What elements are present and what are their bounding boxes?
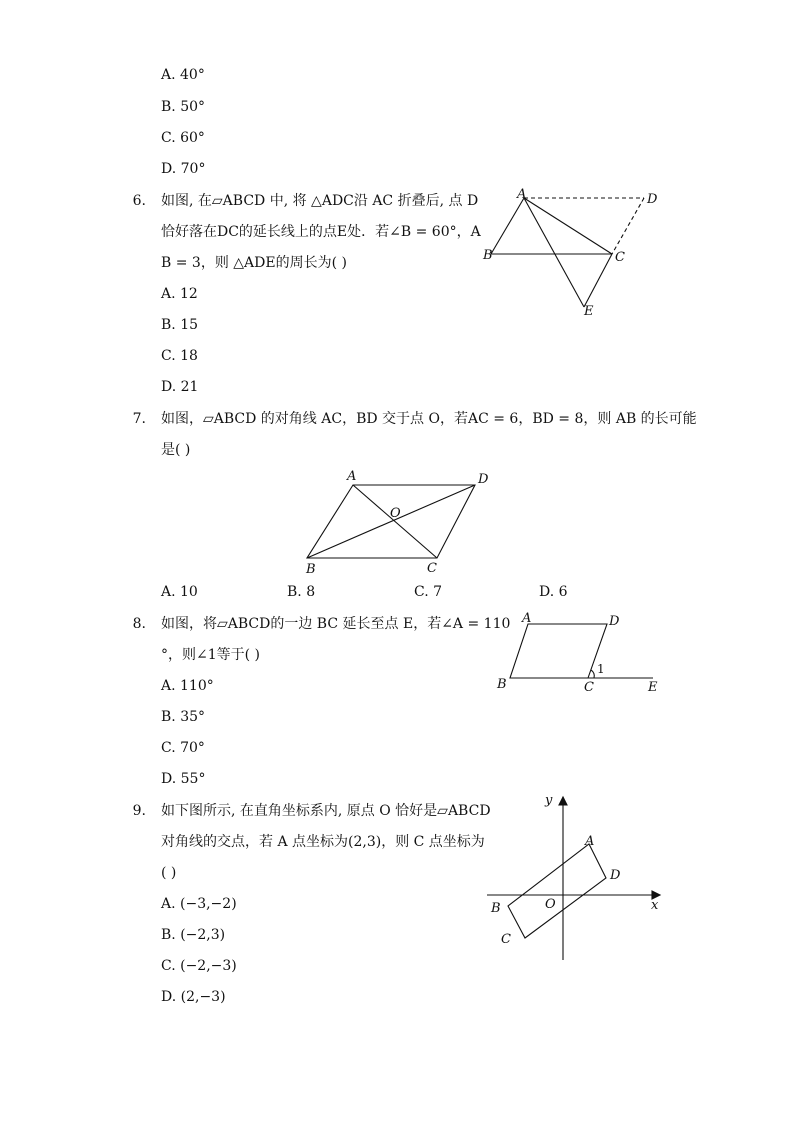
q6-option-a[interactable]: A. 12 bbox=[161, 286, 198, 302]
q9-y-axis-arrow-icon bbox=[559, 797, 567, 805]
q9-option-b[interactable]: B. (−2,3) bbox=[161, 927, 226, 943]
q8-angle-1-arc bbox=[591, 670, 594, 678]
q9-stem-line-1: 如下图所示, 在直角坐标系内, 原点 O 恰好是▱ABCD bbox=[161, 803, 491, 819]
q8-label-angle-1: 1 bbox=[597, 662, 605, 676]
q6-option-c[interactable]: C. 18 bbox=[161, 348, 198, 364]
q7-stem-line-2: 是( ) bbox=[161, 442, 191, 458]
q9-label-b: B bbox=[491, 901, 501, 916]
q8-label-c: C bbox=[584, 680, 594, 695]
q9-parallelogram bbox=[508, 844, 606, 938]
q5-option-c[interactable]: C. 60° bbox=[161, 130, 205, 146]
q9-number: 9. bbox=[132, 803, 146, 819]
q6-option-b[interactable]: B. 15 bbox=[161, 317, 199, 333]
q9-option-d[interactable]: D. (2,−3) bbox=[161, 989, 226, 1005]
q8-label-a: A bbox=[522, 611, 532, 626]
q5-option-b[interactable]: B. 50° bbox=[161, 99, 206, 115]
q8-option-b[interactable]: B. 35° bbox=[161, 709, 206, 725]
q9-label-x: x bbox=[651, 898, 659, 913]
q6-stem-line-2: 恰好落在DC的延长线上的点E处．若∠B = 60°，A bbox=[161, 224, 481, 240]
q6-segment-ae bbox=[524, 198, 584, 307]
q7-option-a[interactable]: A. 10 bbox=[161, 584, 198, 600]
q8-option-a[interactable]: A. 110° bbox=[161, 678, 214, 694]
q9-label-a: A bbox=[585, 834, 595, 849]
q8-number: 8. bbox=[132, 616, 146, 632]
q6-segment-ab bbox=[491, 198, 524, 254]
q9-label-c: C bbox=[501, 932, 511, 947]
q6-segment-dc-dashed bbox=[612, 198, 644, 254]
q9-stem-line-2: 对角线的交点，若 A 点坐标为(2,3)，则 C 点坐标为 bbox=[161, 834, 485, 850]
q5-option-d[interactable]: D. 70° bbox=[161, 161, 206, 177]
q6-figure bbox=[470, 185, 670, 320]
q6-stem-line-3: B = 3，则 △ADE的周长为( ) bbox=[161, 255, 347, 271]
q7-figure bbox=[295, 465, 505, 580]
q7-label-o: O bbox=[390, 506, 401, 521]
q9-label-d: D bbox=[610, 868, 621, 883]
q6-segment-ce bbox=[584, 254, 612, 307]
q8-label-e: E bbox=[648, 680, 658, 695]
q9-option-c[interactable]: C. (−2,−3) bbox=[161, 958, 237, 974]
q6-label-c: C bbox=[615, 250, 625, 265]
q9-label-o: O bbox=[545, 897, 556, 912]
q7-stem-line-1: 如图，▱ABCD 的对角线 AC，BD 交于点 O，若AC = 6，BD = 8，则 AB 的长可能 bbox=[161, 411, 697, 427]
q7-number: 7. bbox=[132, 411, 146, 427]
q8-option-d[interactable]: D. 55° bbox=[161, 771, 206, 787]
q8-option-c[interactable]: C. 70° bbox=[161, 740, 205, 756]
q7-option-b[interactable]: B. 8 bbox=[287, 584, 316, 600]
q8-figure bbox=[490, 605, 670, 700]
q9-label-y: y bbox=[545, 793, 553, 808]
q7-option-d[interactable]: D. 6 bbox=[539, 584, 568, 600]
q5-option-a[interactable]: A. 40° bbox=[161, 67, 205, 83]
q6-label-e: E bbox=[584, 304, 594, 319]
q7-label-b: B bbox=[306, 562, 316, 577]
q6-stem-line-1: 如图, 在▱ABCD 中, 将 △ADC沿 AC 折叠后, 点 D bbox=[161, 193, 479, 209]
q6-segment-ac bbox=[524, 198, 612, 254]
q8-parallelogram bbox=[510, 624, 607, 678]
q6-label-a: A bbox=[517, 187, 527, 202]
q6-label-d: D bbox=[647, 192, 658, 207]
q6-number: 6. bbox=[132, 193, 146, 209]
q8-stem-line-1: 如图，将▱ABCD的一边 BC 延长至点 E，若∠A = 110 bbox=[161, 616, 511, 632]
q7-diagonal-ac bbox=[353, 485, 437, 558]
q7-label-d: D bbox=[478, 472, 489, 487]
q7-diagonal-bd bbox=[307, 485, 475, 558]
q8-stem-line-2: °，则∠1等于( ) bbox=[161, 647, 261, 663]
q8-label-b: B bbox=[497, 677, 507, 692]
q7-label-a: A bbox=[347, 469, 357, 484]
q6-option-d[interactable]: D. 21 bbox=[161, 379, 199, 395]
q8-label-d: D bbox=[609, 614, 620, 629]
q9-stem-line-3: ( ) bbox=[161, 865, 177, 881]
q9-figure bbox=[480, 790, 670, 965]
q7-label-c: C bbox=[427, 561, 437, 576]
q9-option-a[interactable]: A. (−3,−2) bbox=[161, 896, 237, 912]
q7-option-c[interactable]: C. 7 bbox=[414, 584, 443, 600]
q6-label-b: B bbox=[483, 248, 493, 263]
